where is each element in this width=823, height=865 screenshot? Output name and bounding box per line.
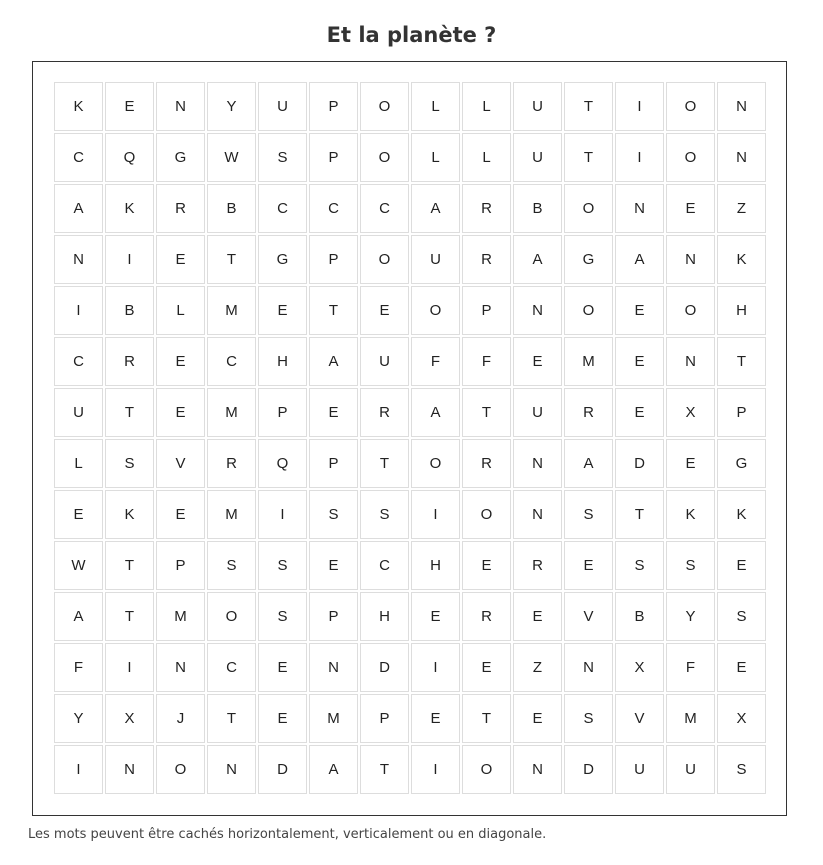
grid-cell-r13-c11[interactable]: S [564,694,613,743]
grid-cell-r2-c4[interactable]: W [207,133,256,182]
grid-cell-r9-c7[interactable]: S [360,490,409,539]
grid-cell-r12-c8[interactable]: I [411,643,460,692]
grid-cell-r3-c9[interactable]: R [462,184,511,233]
grid-cell-r2-c9[interactable]: L [462,133,511,182]
grid-cell-r14-c7[interactable]: T [360,745,409,794]
grid-cell-r13-c5[interactable]: E [258,694,307,743]
grid-cell-r3-c1[interactable]: A [54,184,103,233]
grid-cell-r9-c4[interactable]: M [207,490,256,539]
grid-cell-r11-c14[interactable]: S [717,592,766,641]
grid-cell-r5-c13[interactable]: O [666,286,715,335]
grid-cell-r10-c4[interactable]: S [207,541,256,590]
grid-cell-r12-c13[interactable]: F [666,643,715,692]
grid-cell-r11-c12[interactable]: B [615,592,664,641]
grid-cell-r10-c9[interactable]: E [462,541,511,590]
grid-cell-r4-c2[interactable]: I [105,235,154,284]
grid-cell-r10-c10[interactable]: R [513,541,562,590]
grid-cell-r13-c13[interactable]: M [666,694,715,743]
grid-cell-r10-c14[interactable]: E [717,541,766,590]
grid-cell-r7-c5[interactable]: P [258,388,307,437]
grid-cell-r12-c10[interactable]: Z [513,643,562,692]
grid-cell-r14-c1[interactable]: I [54,745,103,794]
grid-cell-r3-c7[interactable]: C [360,184,409,233]
grid-cell-r10-c12[interactable]: S [615,541,664,590]
grid-cell-r8-c6[interactable]: P [309,439,358,488]
grid-cell-r10-c1[interactable]: W [54,541,103,590]
grid-cell-r13-c2[interactable]: X [105,694,154,743]
grid-cell-r13-c3[interactable]: J [156,694,205,743]
grid-cell-r14-c4[interactable]: N [207,745,256,794]
grid-cell-r5-c4[interactable]: M [207,286,256,335]
grid-cell-r8-c1[interactable]: L [54,439,103,488]
grid-cell-r8-c3[interactable]: V [156,439,205,488]
grid-cell-r9-c8[interactable]: I [411,490,460,539]
grid-cell-r6-c1[interactable]: C [54,337,103,386]
grid-cell-r11-c9[interactable]: R [462,592,511,641]
grid-cell-r2-c6[interactable]: P [309,133,358,182]
grid-cell-r3-c12[interactable]: N [615,184,664,233]
grid-cell-r8-c14[interactable]: G [717,439,766,488]
grid-cell-r11-c10[interactable]: E [513,592,562,641]
grid-cell-r13-c9[interactable]: T [462,694,511,743]
grid-cell-r5-c1[interactable]: I [54,286,103,335]
grid-cell-r5-c7[interactable]: E [360,286,409,335]
grid-cell-r12-c9[interactable]: E [462,643,511,692]
grid-cell-r8-c9[interactable]: R [462,439,511,488]
grid-cell-r6-c8[interactable]: F [411,337,460,386]
grid-cell-r3-c2[interactable]: K [105,184,154,233]
grid-cell-r4-c4[interactable]: T [207,235,256,284]
grid-cell-r5-c8[interactable]: O [411,286,460,335]
grid-cell-r14-c8[interactable]: I [411,745,460,794]
grid-cell-r2-c10[interactable]: U [513,133,562,182]
grid-cell-r11-c11[interactable]: V [564,592,613,641]
grid-cell-r12-c6[interactable]: N [309,643,358,692]
grid-cell-r12-c12[interactable]: X [615,643,664,692]
grid-cell-r6-c3[interactable]: E [156,337,205,386]
grid-cell-r10-c2[interactable]: T [105,541,154,590]
grid-cell-r11-c6[interactable]: P [309,592,358,641]
grid-cell-r14-c10[interactable]: N [513,745,562,794]
grid-cell-r9-c1[interactable]: E [54,490,103,539]
grid-cell-r4-c5[interactable]: G [258,235,307,284]
grid-cell-r2-c5[interactable]: S [258,133,307,182]
grid-cell-r1-c12[interactable]: I [615,82,664,131]
grid-cell-r9-c9[interactable]: O [462,490,511,539]
grid-cell-r9-c14[interactable]: K [717,490,766,539]
grid-cell-r7-c13[interactable]: X [666,388,715,437]
grid-cell-r8-c7[interactable]: T [360,439,409,488]
grid-cell-r3-c10[interactable]: B [513,184,562,233]
grid-cell-r13-c10[interactable]: E [513,694,562,743]
grid-cell-r7-c12[interactable]: E [615,388,664,437]
grid-cell-r1-c5[interactable]: U [258,82,307,131]
grid-cell-r4-c6[interactable]: P [309,235,358,284]
grid-cell-r1-c6[interactable]: P [309,82,358,131]
grid-cell-r14-c3[interactable]: O [156,745,205,794]
grid-cell-r12-c5[interactable]: E [258,643,307,692]
grid-cell-r6-c2[interactable]: R [105,337,154,386]
grid-cell-r6-c5[interactable]: H [258,337,307,386]
grid-cell-r10-c3[interactable]: P [156,541,205,590]
grid-cell-r11-c2[interactable]: T [105,592,154,641]
grid-cell-r2-c13[interactable]: O [666,133,715,182]
grid-cell-r8-c13[interactable]: E [666,439,715,488]
grid-cell-r12-c11[interactable]: N [564,643,613,692]
grid-cell-r4-c13[interactable]: N [666,235,715,284]
grid-cell-r14-c2[interactable]: N [105,745,154,794]
grid-cell-r3-c11[interactable]: O [564,184,613,233]
word-search-frame [32,61,787,816]
grid-cell-r8-c4[interactable]: R [207,439,256,488]
grid-cell-r4-c7[interactable]: O [360,235,409,284]
instructions-text: Les mots peuvent être cachés horizontalement, verticalement ou en diagonale. [28,827,547,842]
grid-cell-r3-c8[interactable]: A [411,184,460,233]
page-title: Et la planète ? [326,23,497,47]
grid-cell-r6-c4[interactable]: C [207,337,256,386]
grid-cell-r12-c3[interactable]: N [156,643,205,692]
grid-cell-r7-c6[interactable]: E [309,388,358,437]
grid-cell-r11-c1[interactable]: A [54,592,103,641]
grid-cell-r9-c11[interactable]: S [564,490,613,539]
grid-cell-r7-c3[interactable]: E [156,388,205,437]
grid-cell-r8-c10[interactable]: N [513,439,562,488]
grid-cell-r6-c10[interactable]: E [513,337,562,386]
grid-cell-r2-c12[interactable]: I [615,133,664,182]
grid-cell-r5-c12[interactable]: E [615,286,664,335]
grid-cell-r7-c2[interactable]: T [105,388,154,437]
grid-cell-r9-c3[interactable]: E [156,490,205,539]
grid-cell-r1-c10[interactable]: U [513,82,562,131]
grid-cell-r8-c11[interactable]: A [564,439,613,488]
grid-cell-r10-c6[interactable]: E [309,541,358,590]
grid-cell-r14-c13[interactable]: U [666,745,715,794]
grid-cell-r3-c13[interactable]: E [666,184,715,233]
grid-cell-r7-c11[interactable]: R [564,388,613,437]
grid-cell-r4-c8[interactable]: U [411,235,460,284]
grid-cell-r9-c2[interactable]: K [105,490,154,539]
grid-cell-r2-c3[interactable]: G [156,133,205,182]
grid-cell-r7-c14[interactable]: P [717,388,766,437]
grid-cell-r7-c9[interactable]: T [462,388,511,437]
grid-cell-r6-c12[interactable]: E [615,337,664,386]
grid-cell-r5-c10[interactable]: N [513,286,562,335]
grid-cell-r2-c14[interactable]: N [717,133,766,182]
grid-cell-r12-c4[interactable]: C [207,643,256,692]
grid-cell-r2-c7[interactable]: O [360,133,409,182]
grid-cell-r5-c5[interactable]: E [258,286,307,335]
grid-cell-r8-c5[interactable]: Q [258,439,307,488]
grid-cell-r14-c6[interactable]: A [309,745,358,794]
grid-cell-r13-c4[interactable]: T [207,694,256,743]
grid-cell-r14-c9[interactable]: O [462,745,511,794]
grid-cell-r14-c12[interactable]: U [615,745,664,794]
grid-cell-r3-c14[interactable]: Z [717,184,766,233]
grid-cell-r13-c12[interactable]: V [615,694,664,743]
grid-cell-r4-c14[interactable]: K [717,235,766,284]
grid-cell-r8-c8[interactable]: O [411,439,460,488]
grid-cell-r5-c6[interactable]: T [309,286,358,335]
grid-cell-r1-c1[interactable]: K [54,82,103,131]
grid-cell-r5-c14[interactable]: H [717,286,766,335]
grid-cell-r6-c13[interactable]: N [666,337,715,386]
grid-cell-r8-c2[interactable]: S [105,439,154,488]
grid-cell-r6-c11[interactable]: M [564,337,613,386]
grid-cell-r2-c8[interactable]: L [411,133,460,182]
grid-cell-r6-c6[interactable]: A [309,337,358,386]
grid-cell-r3-c6[interactable]: C [309,184,358,233]
grid-cell-r1-c11[interactable]: T [564,82,613,131]
grid-cell-r7-c1[interactable]: U [54,388,103,437]
grid-cell-r8-c12[interactable]: D [615,439,664,488]
grid-cell-r4-c11[interactable]: G [564,235,613,284]
grid-cell-r4-c3[interactable]: E [156,235,205,284]
grid-cell-r10-c5[interactable]: S [258,541,307,590]
grid-cell-r5-c2[interactable]: B [105,286,154,335]
grid-cell-r5-c11[interactable]: O [564,286,613,335]
grid-cell-r2-c1[interactable]: C [54,133,103,182]
grid-cell-r3-c5[interactable]: C [258,184,307,233]
grid-cell-r10-c7[interactable]: C [360,541,409,590]
grid-cell-r12-c14[interactable]: E [717,643,766,692]
grid-cell-r6-c9[interactable]: F [462,337,511,386]
grid-cell-r13-c8[interactable]: E [411,694,460,743]
grid-cell-r1-c8[interactable]: L [411,82,460,131]
grid-cell-r11-c3[interactable]: M [156,592,205,641]
grid-cell-r7-c8[interactable]: A [411,388,460,437]
grid-cell-r13-c7[interactable]: P [360,694,409,743]
grid-cell-r14-c14[interactable]: S [717,745,766,794]
grid-cell-r6-c14[interactable]: T [717,337,766,386]
grid-cell-r3-c4[interactable]: B [207,184,256,233]
grid-cell-r9-c10[interactable]: N [513,490,562,539]
grid-cell-r9-c13[interactable]: K [666,490,715,539]
grid-cell-r9-c5[interactable]: I [258,490,307,539]
word-search-grid [54,82,766,794]
grid-cell-r3-c3[interactable]: R [156,184,205,233]
grid-cell-r1-c14[interactable]: N [717,82,766,131]
grid-cell-r1-c9[interactable]: L [462,82,511,131]
grid-cell-r13-c14[interactable]: X [717,694,766,743]
grid-cell-r9-c6[interactable]: S [309,490,358,539]
grid-cell-r1-c4[interactable]: Y [207,82,256,131]
grid-cell-r2-c2[interactable]: Q [105,133,154,182]
grid-cell-r1-c2[interactable]: E [105,82,154,131]
grid-cell-r13-c1[interactable]: Y [54,694,103,743]
grid-cell-r9-c12[interactable]: T [615,490,664,539]
grid-cell-r11-c13[interactable]: Y [666,592,715,641]
grid-cell-r12-c2[interactable]: I [105,643,154,692]
grid-cell-r10-c8[interactable]: H [411,541,460,590]
grid-cell-r1-c7[interactable]: O [360,82,409,131]
grid-cell-r11-c5[interactable]: S [258,592,307,641]
grid-cell-r5-c3[interactable]: L [156,286,205,335]
grid-cell-r1-c3[interactable]: N [156,82,205,131]
grid-cell-r11-c7[interactable]: H [360,592,409,641]
grid-cell-r12-c1[interactable]: F [54,643,103,692]
grid-cell-r4-c1[interactable]: N [54,235,103,284]
grid-cell-r11-c4[interactable]: O [207,592,256,641]
grid-cell-r7-c10[interactable]: U [513,388,562,437]
grid-cell-r14-c5[interactable]: D [258,745,307,794]
grid-cell-r7-c7[interactable]: R [360,388,409,437]
grid-cell-r6-c7[interactable]: U [360,337,409,386]
grid-cell-r5-c9[interactable]: P [462,286,511,335]
grid-cell-r4-c12[interactable]: A [615,235,664,284]
grid-cell-r2-c11[interactable]: T [564,133,613,182]
grid-cell-r1-c13[interactable]: O [666,82,715,131]
grid-cell-r10-c13[interactable]: S [666,541,715,590]
grid-cell-r13-c6[interactable]: M [309,694,358,743]
grid-cell-r7-c4[interactable]: M [207,388,256,437]
grid-cell-r4-c10[interactable]: A [513,235,562,284]
grid-cell-r10-c11[interactable]: E [564,541,613,590]
grid-cell-r4-c9[interactable]: R [462,235,511,284]
grid-cell-r11-c8[interactable]: E [411,592,460,641]
grid-cell-r14-c11[interactable]: D [564,745,613,794]
grid-cell-r12-c7[interactable]: D [360,643,409,692]
